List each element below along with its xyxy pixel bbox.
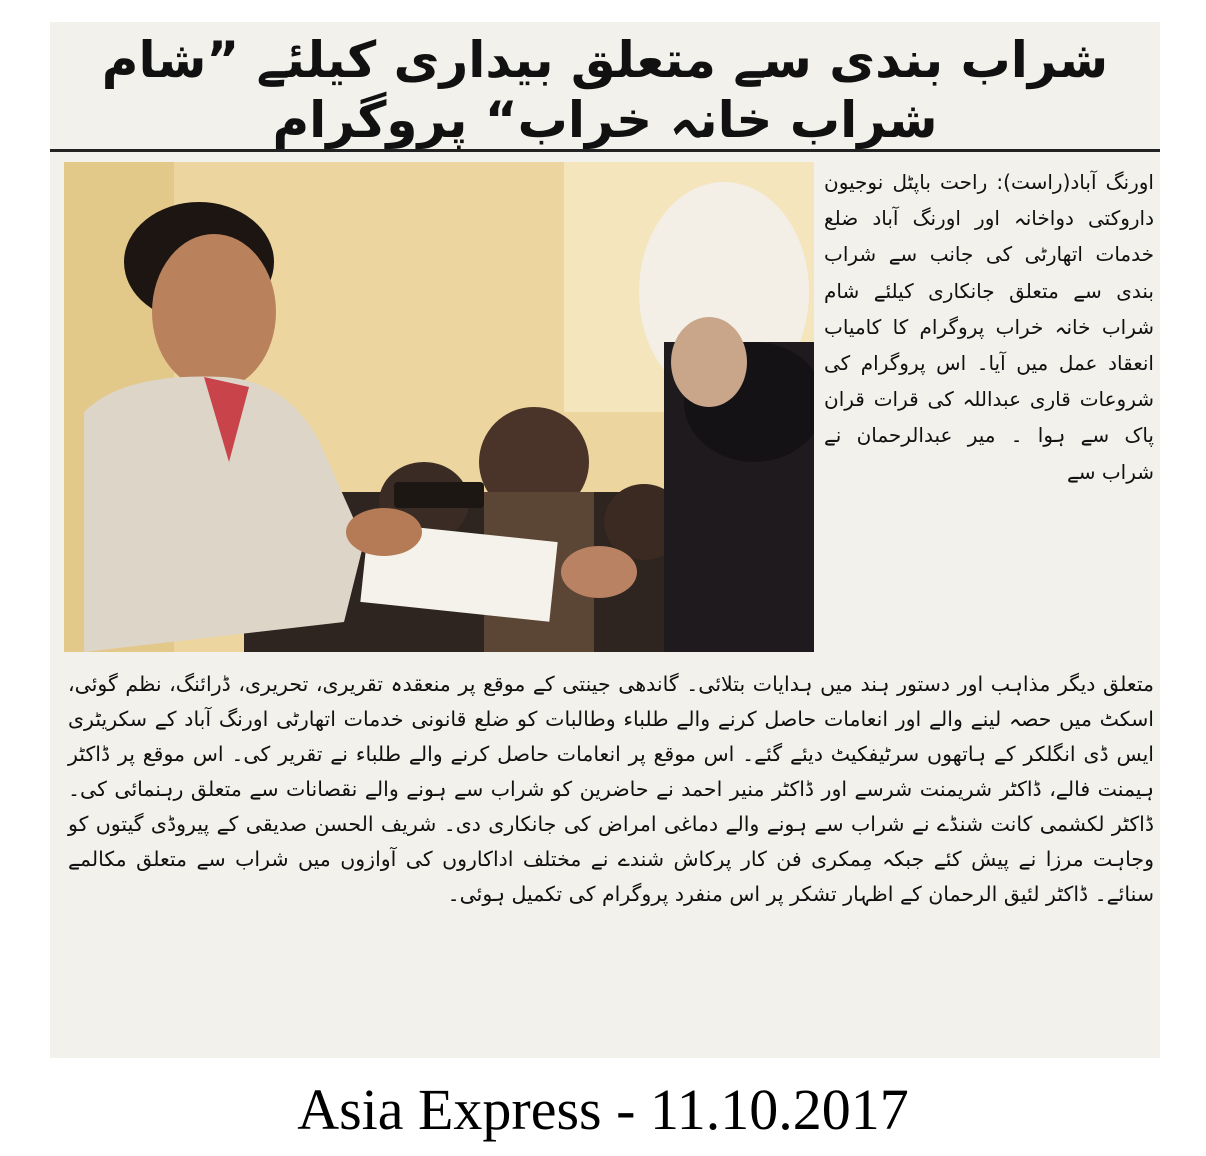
headline-divider <box>50 149 1160 152</box>
source-caption: Asia Express - 11.10.2017 <box>297 1077 909 1142</box>
article-photo <box>64 162 814 652</box>
article-intro-column: اورنگ آباد(راست): راحت باپٹل نوجیون داروکتی دواخانہ اور اورنگ آباد ضلع خدمات اتھارٹی کی جانب سے شراب بندی سے متعلق جانکاری کیلئے شام شراب خانہ خراب پروگرام کا کامیاب انعقاد عمل میں آیا۔ اس پروگرام کی شروعات قاری عبداللہ کی قرات قران پاک سے ہوا ۔ میر عبدالرحمان نے شراب سے <box>824 170 1154 484</box>
photo-illustration <box>64 162 814 652</box>
article-body: متعلق دیگر مذاہب اور دستور ہند میں ہدایات بتلائی۔ گاندھی جینتی کے موقع پر منعقدہ تقریری، تحریری، ڈرائنگ، نظم گوئی، اسکٹ میں حصہ لینے والے اور انعامات حاصل کرنے والے طلباء وطالبات کو ضلع قانونی خدمات اتھارٹی اورنگ آباد کے سکریٹری ایس ڈی انگلکر کے ہاتھوں سرٹیفکیٹ دیئے گئے۔ اس موقع پر انعامات حاصل کرنے والے طلباء نے تقریر کی۔ اس موقع پر ڈاکٹر ہیمنت فالے، ڈاکٹر شریمنت شرسے اور ڈاکٹر منیر احمد نے حاضرین کو شراب سے ہونے والے نقصانات سے متعلق رہنمائی کی۔ ڈاکٹر لکشمی کانت شنڈے نے شراب سے ہونے والے دماغی امراض کی جانکاری دی۔ شریف الحسن صدیقی کے پیروڈی گیتوں کو وجاہت مرزا نے پیش کئے جبکہ مِمکری فن کار پرکاش شندے نے مختلف اداکاروں کی آوازوں میں شراب سے متعلق مکالمے سنائے۔ ڈاکٹر لئیق الرحمان کے اظہار تشکر پر اس منفرد پروگرام کی تکمیل ہوئی۔ <box>68 672 1154 906</box>
article-headline: شراب بندی سے متعلق بیداری کیلئے ”شام شراب خانہ خراب“ پروگرام <box>101 31 1109 149</box>
newspaper-clipping <box>50 22 1160 1058</box>
